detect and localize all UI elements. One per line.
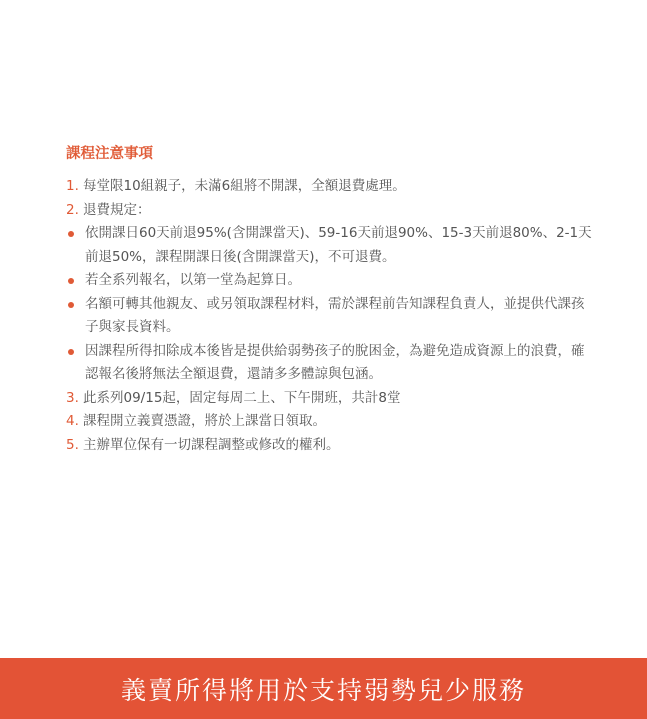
refund-rules-list bbox=[66, 222, 596, 387]
bullet-dot-icon bbox=[68, 302, 74, 308]
refund-rule-text: 因課程所得扣除成本後皆是提供給弱勢孩子的脫困金，為避免造成資源上的浪費，確認報名後將無法全額退費，還請多多體諒與包涵。 bbox=[85, 342, 585, 382]
course-notes-section bbox=[66, 143, 596, 457]
bullet-dot-icon bbox=[68, 349, 74, 355]
footer-banner-text: 義賣所得將用於支持弱勢兒少服務 bbox=[120, 675, 526, 705]
note-number: 5. bbox=[66, 436, 79, 453]
refund-rule-item bbox=[66, 222, 596, 269]
note-text: 每堂限10組親子，未滿6組將不開課，全額退費處理。 bbox=[83, 178, 406, 194]
refund-rule-item bbox=[66, 293, 596, 340]
note-number: 2. bbox=[66, 201, 79, 218]
bullet-dot-icon bbox=[68, 278, 74, 284]
note-item-1 bbox=[66, 175, 596, 199]
bullet-dot-icon bbox=[68, 231, 74, 237]
refund-rule-text: 若全系列報名，以第一堂為起算日。 bbox=[85, 272, 301, 288]
refund-rule-text: 名額可轉其他親友、或另領取課程材料，需於課程前告知課程負責人，並提供代課孩子與家長資料。 bbox=[85, 295, 585, 335]
note-item-4 bbox=[66, 410, 596, 434]
note-number: 3. bbox=[66, 389, 79, 406]
note-text: 退費規定： bbox=[83, 201, 151, 218]
footer-banner bbox=[0, 658, 647, 719]
note-text: 此系列09/15起，固定每周二上、下午開班，共計8堂 bbox=[83, 389, 401, 406]
note-item-5 bbox=[66, 434, 596, 458]
note-text: 主辦單位保有一切課程調整或修改的權利。 bbox=[83, 436, 340, 453]
note-number: 1. bbox=[66, 178, 79, 194]
note-number: 4. bbox=[66, 413, 79, 429]
note-item-2 bbox=[66, 199, 596, 387]
note-item-3 bbox=[66, 387, 596, 411]
refund-rule-text: 依開課日60天前退95%(含開課當天)、59-16天前退90%、15-3天前退80%、2-1天前退50%，課程開課日後(含開課當天)，不可退費。 bbox=[85, 225, 592, 265]
refund-rule-item bbox=[66, 269, 596, 293]
notes-title: 課程注意事項 bbox=[66, 146, 153, 162]
refund-rule-item bbox=[66, 340, 596, 387]
notes-list bbox=[66, 175, 596, 457]
note-text: 課程開立義賣憑證，將於上課當日領取。 bbox=[83, 413, 326, 429]
